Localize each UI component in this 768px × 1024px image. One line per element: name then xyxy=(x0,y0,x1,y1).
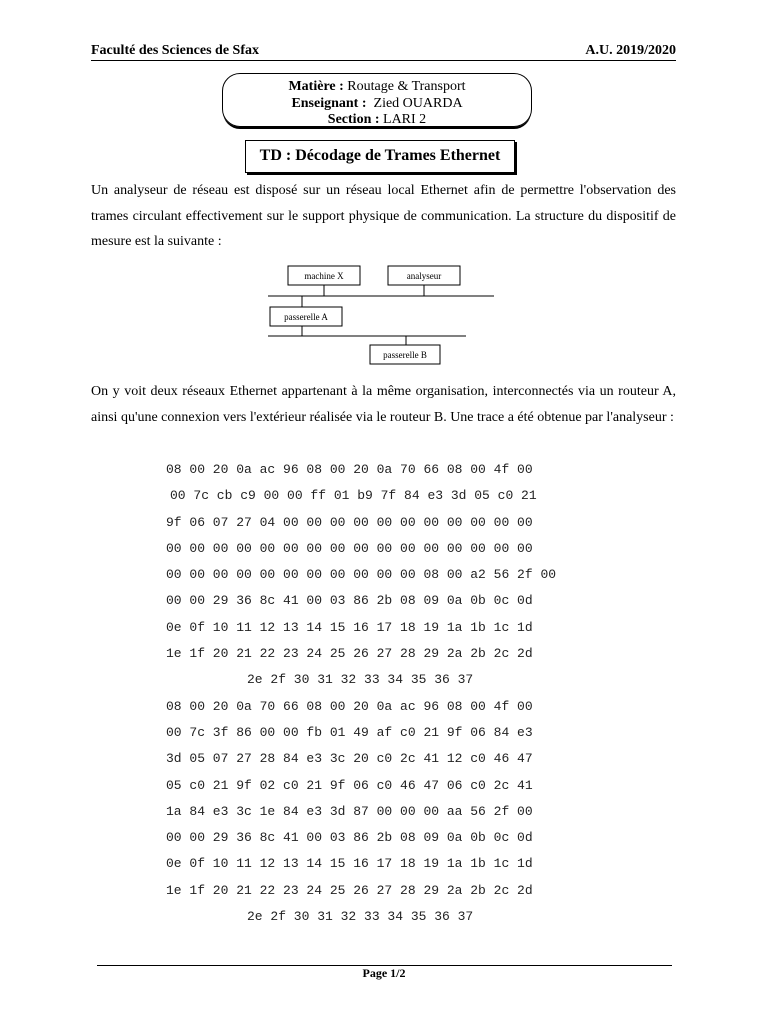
hex-line: 08 00 20 0a 70 66 08 00 20 0a ac 96 08 00 4f 00 xyxy=(166,698,533,714)
passerelle-a-label: passerelle A xyxy=(284,312,328,322)
course-info-box xyxy=(222,73,532,127)
document-title: TD : Décodage de Trames Ethernet xyxy=(245,140,515,173)
hex-line: 00 00 00 00 00 00 00 00 00 00 00 08 00 a2 56 2f 00 xyxy=(166,567,557,583)
hex-trace xyxy=(0,457,768,930)
hex-line: 00 00 29 36 8c 41 00 03 86 2b 08 09 0a 0b 0c 0d xyxy=(166,593,533,609)
hex-line: 08 00 20 0a ac 96 08 00 20 0a 70 66 08 00 4f 00 xyxy=(166,462,533,477)
subject-value: Routage & Transport xyxy=(347,79,466,94)
page-number: Page 1/2 xyxy=(362,966,406,980)
teacher-label: Enseignant : xyxy=(291,95,367,111)
hex-line: 2e 2f 30 31 32 33 34 35 36 37 xyxy=(247,909,474,925)
network-diagram xyxy=(266,262,498,370)
hex-line: 9f 06 07 27 04 00 00 00 00 00 00 00 00 00 00 00 xyxy=(166,514,533,530)
header-divider xyxy=(91,60,676,61)
passerelle-b-label: passerelle B xyxy=(383,350,427,360)
section-value: LARI 2 xyxy=(383,112,427,127)
hex-line: 0e 0f 10 11 12 13 14 15 16 17 18 19 1a 1b 1c 1d xyxy=(166,856,533,872)
hex-line: 00 7c cb c9 00 00 ff 01 b9 7f 84 e3 3d 05 c0 21 xyxy=(170,488,537,504)
section-line xyxy=(223,112,531,129)
second-paragraph: On y voit deux réseaux Ethernet appartenant à la même organisation, interconnectés via un routeur A, ainsi qu'une connexion vers l'extérieur réalisée via le routeur B. Une trace a été obtenue par l'analyseur : xyxy=(91,384,676,425)
subject-line xyxy=(223,79,531,96)
machine-x-label: machine X xyxy=(304,271,344,281)
hex-line: 2e 2f 30 31 32 33 34 35 36 37 xyxy=(247,672,474,688)
hex-line: 1e 1f 20 21 22 23 24 25 26 27 28 29 2a 2b 2c 2d xyxy=(166,882,533,898)
hex-line: 00 7c 3f 86 00 00 fb 01 49 af c0 21 9f 06 84 e3 xyxy=(166,724,533,740)
hex-line: 3d 05 07 27 28 84 e3 3c 20 c0 2c 41 12 c0 46 47 xyxy=(166,751,533,767)
teacher-value: Zied OUARDA xyxy=(373,95,463,111)
academic-year: A.U. 2019/2020 xyxy=(585,43,676,58)
intro-paragraph: Un analyseur de réseau est disposé sur un réseau local Ethernet afin de permettre l'observation des trames circulant effectivement sur le support physique de communication. La structure du dispositif de mesure est la suivante : xyxy=(91,183,676,249)
hex-line: 05 c0 21 9f 02 c0 21 9f 06 c0 46 47 06 c0 2c 41 xyxy=(166,777,533,793)
section-label: Section : xyxy=(327,112,380,127)
analyseur-label: analyseur xyxy=(406,271,442,281)
hex-line: 0e 0f 10 11 12 13 14 15 16 17 18 19 1a 1b 1c 1d xyxy=(166,619,533,635)
subject-label: Matière : xyxy=(288,79,344,94)
hex-line: 1a 84 e3 3c 1e 84 e3 3d 87 00 00 00 aa 56 2f 00 xyxy=(166,803,533,819)
hex-line: 1e 1f 20 21 22 23 24 25 26 27 28 29 2a 2b 2c 2d xyxy=(166,646,533,662)
teacher-line xyxy=(223,96,531,113)
hex-line: 00 00 00 00 00 00 00 00 00 00 00 00 00 00 00 00 xyxy=(166,540,533,556)
institution-name: Faculté des Sciences de Sfax xyxy=(91,43,259,58)
hex-line: 00 00 29 36 8c 41 00 03 86 2b 08 09 0a 0b 0c 0d xyxy=(166,830,533,846)
